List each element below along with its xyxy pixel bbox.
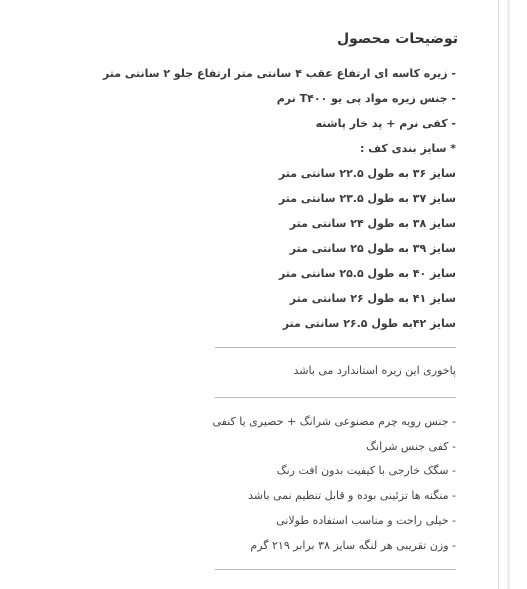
size-line: سایز ۳۹ به طول ۲۵ سانتی متر (289, 242, 456, 255)
scrollbar[interactable] (499, 0, 527, 589)
size-line: سایز ۴۰ به طول ۲۵.۵ سانتی متر (278, 267, 456, 280)
fit-note: پاخوری این زیره استاندارد می باشد (293, 364, 456, 377)
spec-line: - جنس زیره مواد پی یو T۴۰۰ نرم (276, 92, 456, 105)
feature-line: - منگنه ها تزئینی بوده و قابل تنظیم نمی باشد (248, 489, 456, 502)
feature-line: - کفی جنس شرانگ (366, 440, 456, 453)
spec-line: * سایز بندی کف : (360, 142, 456, 155)
feature-line: - خیلی راحت و مناسب استفاده طولانی (276, 514, 456, 527)
scrollbar-track[interactable] (507, 0, 510, 589)
spec-line: - زیره کاسه ای ارتفاع عقب ۴ سانتی متر ارتفاع جلو ۲ سانتی متر (102, 67, 456, 80)
feature-line: - سگک خارجی با کیفیت بدون افت رنگ (276, 464, 456, 477)
size-line: سایز ۳۶ به طول ۲۲.۵ سانتی متر (278, 167, 456, 180)
divider (215, 397, 456, 398)
spec-line: - کفی نرم + پد خار پاشنه (315, 117, 456, 130)
size-line: سایز ۳۸ به طول ۲۴ سانتی متر (289, 217, 456, 230)
feature-line: - جنس رویه چرم مصنوعی شرانگ + حصیری یا کنفی (212, 415, 456, 428)
divider (215, 569, 456, 570)
size-line: سایز ۳۷ به طول ۲۳.۵ سانتی متر (278, 192, 456, 205)
feature-line: - وزن تقریبی هر لنگه سایز ۳۸ برابر ۲۱۹ گرم (250, 539, 456, 552)
size-line: سایز ۴۲به طول ۲۶.۵ سانتی متر (282, 317, 456, 330)
divider (215, 347, 456, 348)
size-line: سایز ۴۱ به طول ۲۶ سانتی متر (289, 292, 456, 305)
section-title: توضیحات محصول (336, 31, 458, 47)
